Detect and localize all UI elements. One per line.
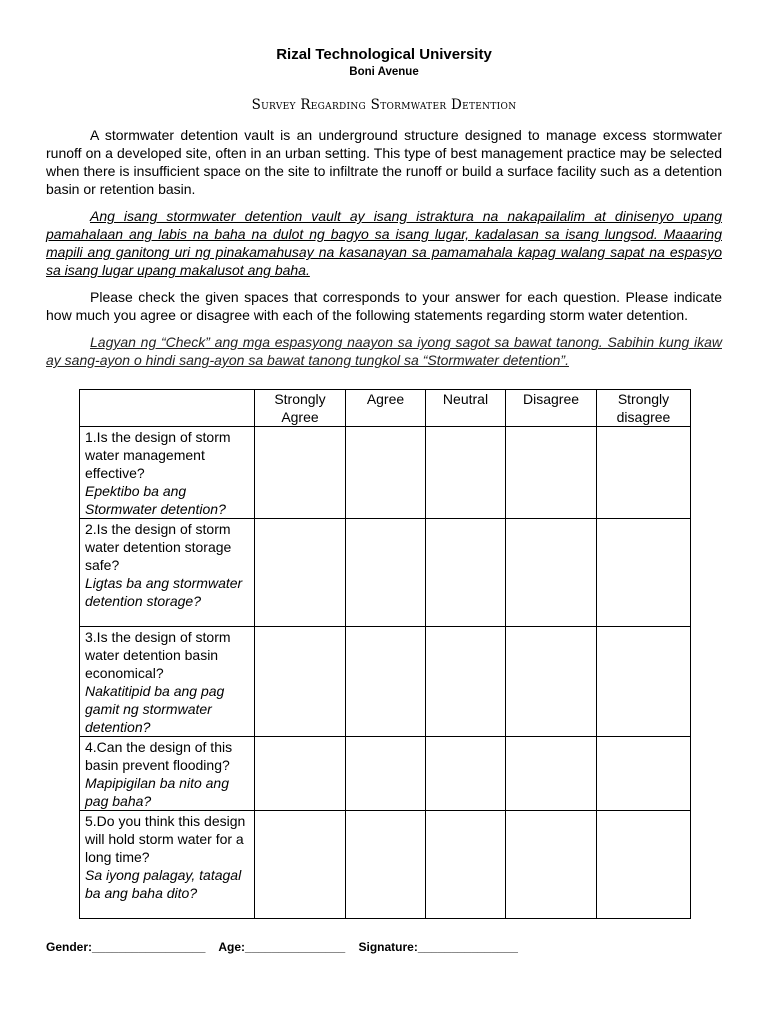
answer-neutral[interactable]	[426, 627, 506, 737]
respondent-info	[46, 940, 528, 954]
question-filipino: Nakatitipid ba ang pag gamit ng stormwater detention?	[85, 683, 225, 735]
question-english: 1.Is the design of storm water management effective?	[85, 429, 231, 481]
answer-disagree[interactable]	[506, 427, 597, 519]
question-filipino: Ligtas ba ang stormwater detention storage?	[85, 575, 243, 609]
answer-agree[interactable]	[346, 427, 426, 519]
answer-neutral[interactable]	[426, 427, 506, 519]
question-english: 2.Is the design of storm water detention storage safe?	[85, 521, 232, 573]
header-strongly-agree: Strongly Agree	[255, 390, 346, 427]
answer-neutral[interactable]	[426, 519, 506, 627]
header-question	[80, 390, 255, 427]
question-cell	[80, 627, 255, 737]
question-english: 5.Do you think this design will hold storm water for a long time?	[85, 813, 246, 865]
answer-strongly-agree[interactable]	[255, 427, 346, 519]
survey-title: Survey Regarding Stormwater Detention	[251, 97, 517, 113]
question-filipino: Epektibo ba ang Stormwater detention?	[85, 483, 226, 517]
answer-strongly-disagree[interactable]	[597, 427, 691, 519]
header-disagree: Disagree	[506, 390, 597, 427]
answer-strongly-agree[interactable]	[255, 737, 346, 811]
answer-disagree[interactable]	[506, 737, 597, 811]
university-address: Boni Avenue	[349, 66, 419, 78]
answer-strongly-agree[interactable]	[255, 627, 346, 737]
answer-agree[interactable]	[346, 627, 426, 737]
table-row	[80, 811, 691, 919]
table-row	[80, 737, 691, 811]
answer-disagree[interactable]	[506, 811, 597, 919]
question-english: 3.Is the design of storm water detention basin economical?	[85, 629, 231, 681]
answer-strongly-disagree[interactable]	[597, 519, 691, 627]
table-row	[80, 627, 691, 737]
university-name: Rizal Technological University	[276, 46, 492, 63]
answer-neutral[interactable]	[426, 811, 506, 919]
table-row	[80, 519, 691, 627]
answer-agree[interactable]	[346, 737, 426, 811]
question-cell	[80, 737, 255, 811]
answer-strongly-disagree[interactable]	[597, 737, 691, 811]
instructions-filipino: Lagyan ng “Check” ang mga espasyong naayon sa iyong sagot sa bawat tanong. Sabihin kung ikaw ay sang-ayon o hindi sang-ayon sa bawat tanong tungkol sa “Stormwater detention”.	[46, 334, 722, 368]
header-neutral: Neutral	[426, 390, 506, 427]
question-cell	[80, 519, 255, 627]
answer-strongly-agree[interactable]	[255, 519, 346, 627]
gender-field[interactable]: Gender:_________________	[46, 940, 206, 954]
header-agree: Agree	[346, 390, 426, 427]
answer-disagree[interactable]	[506, 627, 597, 737]
answer-agree[interactable]	[346, 811, 426, 919]
instructions-english: Please check the given spaces that corresponds to your answer for each question. Please indicate how much you agree or disagree with each of the following statements regarding storm water detention.	[46, 289, 722, 323]
survey-table	[79, 389, 691, 919]
question-filipino: Sa iyong palagay, tatagal ba ang baha dito?	[85, 867, 242, 901]
answer-strongly-disagree[interactable]	[597, 811, 691, 919]
question-cell	[80, 427, 255, 519]
answer-neutral[interactable]	[426, 737, 506, 811]
answer-strongly-agree[interactable]	[255, 811, 346, 919]
question-filipino: Mapipigilan ba nito ang pag baha?	[85, 775, 229, 809]
intro-english: A stormwater detention vault is an underground structure designed to manage excess stormwater runoff on a developed site, often in an urban setting. This type of best management practice may be selected when there is insufficient space on the site to infiltrate the runoff or build a surface facility such as a detention basin or retention basin.	[46, 127, 722, 197]
answer-agree[interactable]	[346, 519, 426, 627]
intro-filipino: Ang isang stormwater detention vault ay isang istraktura na nakapailalim at dinisenyo upang pamahalaan ang labis na baha na dulot ng bagyo sa isang lugar, kadalasan sa isang lungsod. Maaaring mapili ang ganitong uri ng pinakamahusay na kasanayan sa pamamahala kapag walang sapat na espasyo sa isang lugar upang makalusot ang baha.	[46, 208, 722, 278]
answer-strongly-disagree[interactable]	[597, 627, 691, 737]
header-strongly-disagree: Strongly disagree	[597, 390, 691, 427]
question-cell	[80, 811, 255, 919]
table-row	[80, 427, 691, 519]
question-english: 4.Can the design of this basin prevent flooding?	[85, 739, 233, 773]
signature-field[interactable]: Signature:_______________	[358, 940, 518, 954]
table-header-row	[80, 390, 691, 427]
age-field[interactable]: Age:_______________	[218, 940, 346, 954]
answer-disagree[interactable]	[506, 519, 597, 627]
